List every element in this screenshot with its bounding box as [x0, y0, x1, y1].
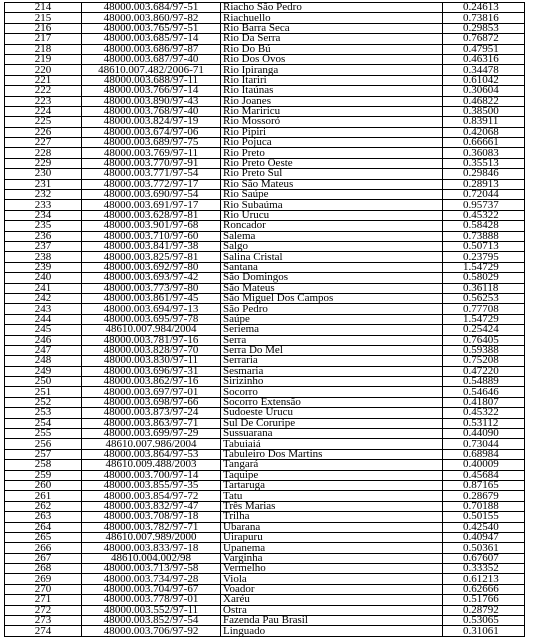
- process-code: 48000.003.771/97-54: [82, 169, 221, 179]
- table-row: [5, 252, 525, 262]
- field-name: Trilha: [221, 512, 443, 522]
- field-name: Rio Subaúma: [221, 200, 443, 210]
- process-code: 48000.003.704/97-67: [82, 584, 221, 594]
- row-number: 230: [5, 169, 82, 179]
- row-number: 228: [5, 148, 82, 158]
- process-code: 48000.003.832/97-47: [82, 501, 221, 511]
- field-name: Voador: [221, 584, 443, 594]
- field-name: Rio Mariricu: [221, 106, 443, 116]
- row-number: 260: [5, 480, 82, 490]
- row-number: 236: [5, 231, 82, 241]
- value-cell: 0.50155: [443, 512, 525, 522]
- process-code: 48000.003.693/97-42: [82, 273, 221, 283]
- row-number: 216: [5, 23, 82, 33]
- field-name: Santana: [221, 262, 443, 272]
- field-name: Rio Saúpe: [221, 190, 443, 200]
- table-row: [5, 325, 525, 335]
- process-code: 48000.003.706/97-92: [82, 626, 221, 636]
- row-number: 217: [5, 34, 82, 44]
- table-row: [5, 449, 525, 459]
- value-cell: 0.40947: [443, 532, 525, 542]
- row-number: 265: [5, 532, 82, 542]
- field-name: Tangará: [221, 460, 443, 470]
- process-code: 48000.003.695/97-78: [82, 314, 221, 324]
- field-name: Varginha: [221, 553, 443, 563]
- row-number: 218: [5, 44, 82, 54]
- process-code: 48000.003.778/97-01: [82, 595, 221, 605]
- field-name: Rio Preto: [221, 148, 443, 158]
- process-code: 48000.003.769/97-11: [82, 148, 221, 158]
- value-cell: 0.83911: [443, 117, 525, 127]
- value-cell: 0.35513: [443, 158, 525, 168]
- row-number: 234: [5, 210, 82, 220]
- field-name: Tabuleiro Dos Martins: [221, 449, 443, 459]
- table-row: [5, 574, 525, 584]
- value-cell: 0.28679: [443, 491, 525, 501]
- value-cell: 0.58428: [443, 221, 525, 231]
- row-number: 223: [5, 96, 82, 106]
- table-body: [5, 3, 525, 637]
- process-code: 48000.003.710/97-60: [82, 231, 221, 241]
- table-row: [5, 304, 525, 314]
- value-cell: 0.61213: [443, 574, 525, 584]
- field-name: São Mateus: [221, 283, 443, 293]
- value-cell: 0.76872: [443, 34, 525, 44]
- field-name: Rio Ipiranga: [221, 65, 443, 75]
- field-name: Três Marias: [221, 501, 443, 511]
- value-cell: 0.34478: [443, 65, 525, 75]
- process-code: 48000.003.825/97-81: [82, 252, 221, 262]
- value-cell: 0.59388: [443, 345, 525, 355]
- process-code: 48000.003.782/97-71: [82, 522, 221, 532]
- row-number: 251: [5, 387, 82, 397]
- value-cell: 0.72044: [443, 190, 525, 200]
- row-number: 245: [5, 325, 82, 335]
- value-cell: 0.50713: [443, 241, 525, 251]
- row-number: 240: [5, 273, 82, 283]
- row-number: 224: [5, 106, 82, 116]
- row-number: 262: [5, 501, 82, 511]
- process-code: 48000.003.833/97-18: [82, 543, 221, 553]
- value-cell: 0.51766: [443, 595, 525, 605]
- value-cell: 0.36083: [443, 148, 525, 158]
- row-number: 273: [5, 616, 82, 626]
- field-name: Saúpe: [221, 314, 443, 324]
- process-code: 48000.003.628/97-81: [82, 210, 221, 220]
- process-code: 48000.003.861/97-45: [82, 293, 221, 303]
- row-number: 229: [5, 158, 82, 168]
- row-number: 268: [5, 564, 82, 574]
- process-code: 48000.003.691/97-17: [82, 200, 221, 210]
- process-code: 48610.007.984/2004: [82, 325, 221, 335]
- concession-table: [4, 2, 525, 637]
- row-number: 232: [5, 190, 82, 200]
- process-code: 48000.003.684/97-51: [82, 3, 221, 13]
- table-row: [5, 501, 525, 511]
- process-code: 48000.003.873/97-24: [82, 408, 221, 418]
- row-number: 274: [5, 626, 82, 636]
- row-number: 243: [5, 304, 82, 314]
- value-cell: 0.54889: [443, 377, 525, 387]
- table-row: [5, 584, 525, 594]
- row-number: 259: [5, 470, 82, 480]
- row-number: 270: [5, 584, 82, 594]
- process-code: 48000.003.768/97-40: [82, 106, 221, 116]
- table-row: [5, 564, 525, 574]
- field-name: Tatu: [221, 491, 443, 501]
- field-name: Seriema: [221, 325, 443, 335]
- field-name: Socorro: [221, 387, 443, 397]
- process-code: 48000.003.828/97-70: [82, 345, 221, 355]
- table-row: [5, 543, 525, 553]
- row-number: 226: [5, 127, 82, 137]
- field-name: Rio Do Bú: [221, 44, 443, 54]
- row-number: 221: [5, 75, 82, 85]
- field-name: Rio Pipiri: [221, 127, 443, 137]
- process-code: 48000.003.697/97-01: [82, 387, 221, 397]
- process-code: 48000.003.772/97-17: [82, 179, 221, 189]
- field-name: Rio Dos Ovos: [221, 54, 443, 64]
- field-name: Tabuiaiá: [221, 439, 443, 449]
- field-name: Socorro Extensão: [221, 397, 443, 407]
- value-cell: 0.45322: [443, 408, 525, 418]
- field-name: Linguado: [221, 626, 443, 636]
- value-cell: 0.40009: [443, 460, 525, 470]
- field-name: Ostra: [221, 605, 443, 615]
- row-number: 214: [5, 3, 82, 13]
- row-number: 225: [5, 117, 82, 127]
- row-number: 264: [5, 522, 82, 532]
- field-name: São Miguel Dos Campos: [221, 293, 443, 303]
- process-code: 48000.003.674/97-06: [82, 127, 221, 137]
- row-number: 248: [5, 356, 82, 366]
- field-name: Riacho São Pedro: [221, 3, 443, 13]
- value-cell: 0.95737: [443, 200, 525, 210]
- value-cell: 0.38500: [443, 106, 525, 116]
- value-cell: 0.36118: [443, 283, 525, 293]
- process-code: 48000.003.890/97-43: [82, 96, 221, 106]
- row-number: 272: [5, 605, 82, 615]
- process-code: 48610.009.488/2003: [82, 460, 221, 470]
- row-number: 249: [5, 366, 82, 376]
- process-code: 48610.007.986/2004: [82, 439, 221, 449]
- field-name: Rio Pojuca: [221, 138, 443, 148]
- field-name: Rio Barra Seca: [221, 23, 443, 33]
- row-number: 237: [5, 241, 82, 251]
- table-row: [5, 377, 525, 387]
- field-name: Serraria: [221, 356, 443, 366]
- table-row: [5, 626, 525, 636]
- value-cell: 0.73816: [443, 13, 525, 23]
- row-number: 235: [5, 221, 82, 231]
- field-name: Sul De Coruripe: [221, 418, 443, 428]
- field-name: Rio Urucu: [221, 210, 443, 220]
- process-code: 48000.003.552/97-11: [82, 605, 221, 615]
- row-number: 269: [5, 574, 82, 584]
- process-code: 48000.003.708/97-18: [82, 512, 221, 522]
- row-number: 219: [5, 54, 82, 64]
- row-number: 256: [5, 439, 82, 449]
- field-name: Taquipe: [221, 470, 443, 480]
- row-number: 233: [5, 200, 82, 210]
- process-code: 48000.003.699/97-29: [82, 429, 221, 439]
- value-cell: 0.58029: [443, 273, 525, 283]
- value-cell: 0.42540: [443, 522, 525, 532]
- field-name: Rio Preto Sul: [221, 169, 443, 179]
- row-number: 231: [5, 179, 82, 189]
- field-name: Rio Preto Oeste: [221, 158, 443, 168]
- value-cell: 0.50361: [443, 543, 525, 553]
- value-cell: 0.56253: [443, 293, 525, 303]
- process-code: 48000.003.692/97-80: [82, 262, 221, 272]
- table-row: [5, 522, 525, 532]
- row-number: 244: [5, 314, 82, 324]
- process-code: 48000.003.830/97-11: [82, 356, 221, 366]
- process-code: 48000.003.860/97-82: [82, 13, 221, 23]
- value-cell: 1.54729: [443, 314, 525, 324]
- process-code: 48000.003.734/97-28: [82, 574, 221, 584]
- table-row: [5, 429, 525, 439]
- table-row: [5, 512, 525, 522]
- process-code: 48000.003.686/97-87: [82, 44, 221, 54]
- field-name: Viola: [221, 574, 443, 584]
- process-code: 48610.007.482/2006-71: [82, 65, 221, 75]
- process-code: 48000.003.766/97-14: [82, 86, 221, 96]
- process-code: 48000.003.901/97-68: [82, 221, 221, 231]
- value-cell: 0.29846: [443, 169, 525, 179]
- value-cell: 0.23795: [443, 252, 525, 262]
- process-code: 48000.003.855/97-35: [82, 480, 221, 490]
- process-code: 48000.003.852/97-54: [82, 616, 221, 626]
- process-code: 48000.003.862/97-16: [82, 377, 221, 387]
- value-cell: 1.54729: [443, 262, 525, 272]
- row-number: 261: [5, 491, 82, 501]
- row-number: 255: [5, 429, 82, 439]
- process-code: 48000.003.841/97-38: [82, 241, 221, 251]
- table-row: [5, 460, 525, 470]
- value-cell: 0.42068: [443, 127, 525, 137]
- row-number: 267: [5, 553, 82, 563]
- row-number: 215: [5, 13, 82, 23]
- value-cell: 0.29853: [443, 23, 525, 33]
- row-number: 242: [5, 293, 82, 303]
- field-name: Upanema: [221, 543, 443, 553]
- field-name: Rio Mossoró: [221, 117, 443, 127]
- process-code: 48000.003.864/97-53: [82, 449, 221, 459]
- value-cell: 0.46316: [443, 54, 525, 64]
- process-code: 48000.003.854/97-72: [82, 491, 221, 501]
- field-name: Rio Joanes: [221, 96, 443, 106]
- row-number: 252: [5, 397, 82, 407]
- row-number: 222: [5, 86, 82, 96]
- table-row: [5, 356, 525, 366]
- value-cell: 0.31061: [443, 626, 525, 636]
- table-row: [5, 480, 525, 490]
- table-row: [5, 314, 525, 324]
- value-cell: 0.77708: [443, 304, 525, 314]
- value-cell: 0.73888: [443, 231, 525, 241]
- row-number: 253: [5, 408, 82, 418]
- process-code: 48000.003.689/97-75: [82, 138, 221, 148]
- process-code: 48000.003.770/97-91: [82, 158, 221, 168]
- value-cell: 0.28792: [443, 605, 525, 615]
- value-cell: 0.53112: [443, 418, 525, 428]
- value-cell: 0.62666: [443, 584, 525, 594]
- value-cell: 0.53065: [443, 616, 525, 626]
- row-number: 263: [5, 512, 82, 522]
- value-cell: 0.30604: [443, 86, 525, 96]
- row-number: 247: [5, 345, 82, 355]
- table-row: [5, 366, 525, 376]
- process-code: 48000.003.694/97-13: [82, 304, 221, 314]
- value-cell: 0.66661: [443, 138, 525, 148]
- value-cell: 0.45684: [443, 470, 525, 480]
- value-cell: 0.24613: [443, 3, 525, 13]
- value-cell: 0.28913: [443, 179, 525, 189]
- table-row: [5, 345, 525, 355]
- field-name: Ubarana: [221, 522, 443, 532]
- value-cell: 0.76405: [443, 335, 525, 345]
- table-row: [5, 231, 525, 241]
- process-code: 48000.003.698/97-66: [82, 397, 221, 407]
- process-code: 48000.003.688/97-11: [82, 75, 221, 85]
- value-cell: 0.46822: [443, 96, 525, 106]
- field-name: Sussuarana: [221, 429, 443, 439]
- value-cell: 0.61042: [443, 75, 525, 85]
- process-code: 48000.003.687/97-40: [82, 54, 221, 64]
- process-code: 48000.003.765/97-51: [82, 23, 221, 33]
- value-cell: 0.87165: [443, 480, 525, 490]
- process-code: 48610.007.989/2000: [82, 532, 221, 542]
- field-name: São Domingos: [221, 273, 443, 283]
- field-name: Rio Da Serra: [221, 34, 443, 44]
- value-cell: 0.54646: [443, 387, 525, 397]
- field-name: Xaréu: [221, 595, 443, 605]
- row-number: 266: [5, 543, 82, 553]
- process-code: 48000.003.690/97-54: [82, 190, 221, 200]
- field-name: Uirapuru: [221, 532, 443, 542]
- field-name: Tartaruga: [221, 480, 443, 490]
- row-number: 246: [5, 335, 82, 345]
- value-cell: 0.70188: [443, 501, 525, 511]
- field-name: Salema: [221, 231, 443, 241]
- row-number: 271: [5, 595, 82, 605]
- value-cell: 0.75208: [443, 356, 525, 366]
- table-row: [5, 221, 525, 231]
- row-number: 257: [5, 449, 82, 459]
- field-name: Serra: [221, 335, 443, 345]
- value-cell: 0.44090: [443, 429, 525, 439]
- field-name: Serra Do Mel: [221, 345, 443, 355]
- row-number: 241: [5, 283, 82, 293]
- row-number: 220: [5, 65, 82, 75]
- value-cell: 0.25424: [443, 325, 525, 335]
- field-name: Fazenda Pau Brasil: [221, 616, 443, 626]
- row-number: 258: [5, 460, 82, 470]
- row-number: 238: [5, 252, 82, 262]
- value-cell: 0.41807: [443, 397, 525, 407]
- field-name: Salgo: [221, 241, 443, 251]
- field-name: Rio Itaúnas: [221, 86, 443, 96]
- field-name: Salina Cristal: [221, 252, 443, 262]
- field-name: São Pedro: [221, 304, 443, 314]
- value-cell: 0.47951: [443, 44, 525, 54]
- process-code: 48000.003.863/97-71: [82, 418, 221, 428]
- process-code: 48000.003.824/97-19: [82, 117, 221, 127]
- field-name: Sesmaria: [221, 366, 443, 376]
- process-code: 48000.003.713/97-58: [82, 564, 221, 574]
- row-number: 250: [5, 377, 82, 387]
- value-cell: 0.45322: [443, 210, 525, 220]
- value-cell: 0.67607: [443, 553, 525, 563]
- value-cell: 0.73044: [443, 439, 525, 449]
- process-code: 48610.004.002/98: [82, 553, 221, 563]
- process-code: 48000.003.685/97-14: [82, 34, 221, 44]
- value-cell: 0.47220: [443, 366, 525, 376]
- field-name: Rio Itariri: [221, 75, 443, 85]
- value-cell: 0.33352: [443, 564, 525, 574]
- process-code: 48000.003.696/97-31: [82, 366, 221, 376]
- row-number: 254: [5, 418, 82, 428]
- process-code: 48000.003.700/97-14: [82, 470, 221, 480]
- field-name: Riachuello: [221, 13, 443, 23]
- field-name: Rio São Mateus: [221, 179, 443, 189]
- field-name: Roncador: [221, 221, 443, 231]
- table-row: [5, 595, 525, 605]
- row-number: 227: [5, 138, 82, 148]
- field-name: Sirizinho: [221, 377, 443, 387]
- value-cell: 0.68984: [443, 449, 525, 459]
- field-name: Vermelho: [221, 564, 443, 574]
- field-name: Sudoeste Urucu: [221, 408, 443, 418]
- row-number: 239: [5, 262, 82, 272]
- process-code: 48000.003.773/97-80: [82, 283, 221, 293]
- process-code: 48000.003.781/97-16: [82, 335, 221, 345]
